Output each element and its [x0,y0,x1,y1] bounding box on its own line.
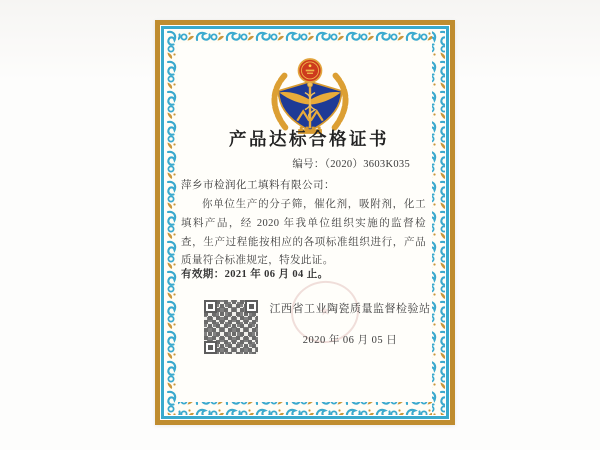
qr-finder-bottom-left [204,341,217,354]
qr-code [204,300,258,354]
certificate-sheet [155,20,455,425]
qr-finder-top-right [245,300,258,313]
validity-date: 有效期：2021 年 06 月 04 止。 [181,269,329,280]
quality-supervision-emblem-icon [267,56,353,136]
recipient-company-name: 萍乡市检润化工填料有限公司： [181,180,335,191]
issuing-authority: 江西省工业陶瓷质量监督检验站 [269,303,431,315]
certificate-number: 编号：（2020）3603K035 [292,159,410,170]
issue-date: 2020 年 06 月 05 日 [302,335,398,346]
qr-finder-top-left [204,300,217,313]
certificate-body-text: 你单位生产的分子筛，催化剂，吸附剂，化工填料产品，经 2020 年我单位组织实施的监督检查，生产过程能按相应的各项标准组织进行，产品质量符合标准规定，特发此证。 [181,199,426,267]
certificate-title: 产品达标合格证书 [229,129,389,149]
